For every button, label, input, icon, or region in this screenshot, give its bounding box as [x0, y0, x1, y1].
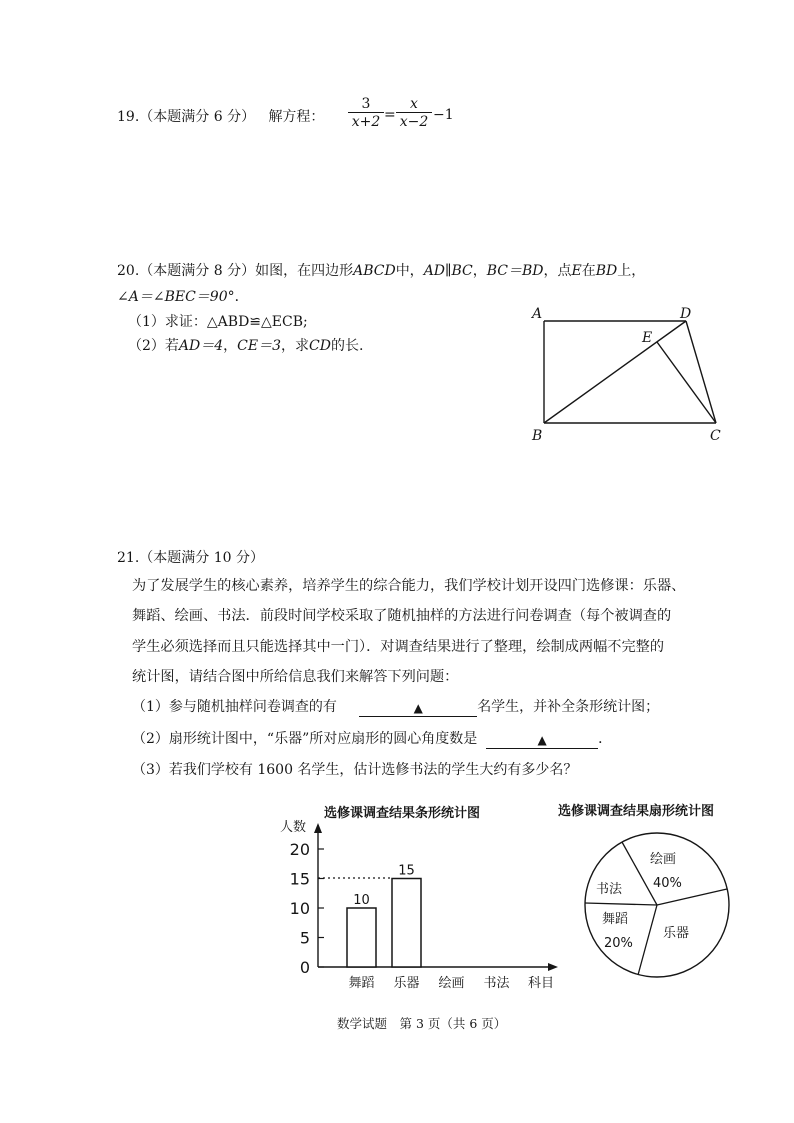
- q21-item2-text: ．: [598, 731, 613, 747]
- pie-slice-label-calligraphy: 书法: [596, 882, 623, 897]
- bar-category-label: 书法: [483, 976, 510, 991]
- y-axis-arrow-icon: [314, 823, 322, 833]
- q20-angle: ∠A＝∠BEC＝90°: [117, 289, 235, 305]
- pie-boundary-left: [585, 903, 657, 905]
- bar-chart-ytick-label: 20: [289, 840, 310, 859]
- q21-item2-text: （2）扇形统计图中，“乐器”所对应扇形的圆心角度数是: [132, 731, 478, 747]
- q21-score: （本题满分 10 分）: [139, 550, 264, 566]
- q20-abcd: ABCD: [353, 263, 396, 279]
- label-c: C: [710, 428, 721, 444]
- q20-part2-ad: AD＝4: [178, 338, 224, 354]
- q20-stem-text: ，点: [543, 263, 572, 279]
- q21-item1: [132, 697, 659, 717]
- q19-score: （本题满分 6 分）: [139, 109, 256, 125]
- q19-rhs-fraction: [396, 96, 432, 131]
- triangle-icon: ▲: [413, 701, 423, 715]
- q20-number: 20.: [117, 263, 140, 279]
- bar-category-label: 舞蹈: [348, 976, 375, 991]
- q20-part2-ce: CE＝3: [237, 338, 282, 354]
- pie-slice-label-painting: 绘画: [650, 852, 677, 867]
- bar-chart-ytick-label: 10: [289, 899, 310, 918]
- q20-part2-text: ，: [223, 338, 238, 354]
- pie-slice-percent-painting: 40%: [653, 876, 682, 891]
- q21-item1-text: （1）参与随机抽样问卷调查的有: [132, 699, 337, 715]
- label-d: D: [680, 306, 692, 322]
- segment-ec: [657, 342, 716, 423]
- q20-angle-condition: [117, 287, 249, 307]
- bar-1: [392, 879, 421, 968]
- q19-lhs-numerator: 3: [361, 96, 371, 112]
- bar-chart-ylabel: 人数: [280, 820, 307, 835]
- bar-chart-xlabel: 科目: [528, 976, 555, 991]
- label-b: B: [532, 428, 543, 444]
- q19-rhs-denominator: x−2: [396, 112, 432, 131]
- q20-part2: [128, 336, 363, 356]
- q21-item2-answer-blank[interactable]: [486, 730, 598, 749]
- q21-item3: （3）若我们学校有 1600 名学生，估计选修书法的学生大约有多少名？: [132, 762, 578, 778]
- triangle-icon: ▲: [537, 733, 547, 747]
- pie-slice-label-dance: 舞蹈: [602, 912, 629, 927]
- label-a: A: [532, 306, 543, 322]
- q19-prompt: 解方程：: [268, 109, 325, 125]
- q21-para-line-4: 统计图，请结合图中所给信息我们来解答下列问题：: [132, 669, 459, 685]
- bar-value-label: 15: [398, 863, 415, 879]
- q21-item2: [132, 729, 612, 749]
- q20-stem-text: 如图，在四边形: [255, 263, 354, 279]
- bar-chart-ytick-label: 5: [299, 928, 310, 948]
- q20-bd: BD: [595, 263, 618, 279]
- q19-rhs-numerator: x: [410, 96, 418, 112]
- q19-equals: =: [384, 107, 396, 123]
- q20-part2-text: 的长.: [330, 338, 364, 354]
- q20-stem-text: ，: [472, 263, 487, 279]
- q21-para-line-3: 学生必须选择而且只能选择其中一门）．对调查结果进行了整理，绘制成两幅不完整的: [132, 639, 665, 655]
- q21-header: [117, 548, 264, 568]
- q21-item1-answer-blank[interactable]: [359, 698, 477, 717]
- q19-lhs-fraction: [348, 96, 384, 131]
- q21-para-line-1: 为了发展学生的核心素养，培养学生的综合能力，我们学校计划开设四门选修课：乐器、: [132, 578, 686, 594]
- q19-lhs-denominator: x+2: [348, 112, 384, 131]
- bar-chart-ytick-label: 0: [299, 958, 310, 977]
- q20-geometry-figure: [520, 298, 740, 448]
- q20-stem-text: 中，: [395, 263, 424, 279]
- q19-number: 19.: [117, 109, 140, 125]
- bar-value-label: 10: [353, 893, 370, 908]
- bar-chart: [270, 795, 570, 995]
- pie-chart-title: 选修课调查结果扇形统计图: [558, 804, 715, 819]
- q20-stem: [117, 261, 645, 281]
- q19-stem: [117, 107, 324, 127]
- pie-slice-percent-dance: 20%: [604, 936, 633, 951]
- pie-boundary-right: [657, 889, 727, 905]
- q21-para-line-2: 舞蹈、绘画、书法．前段时间学校采取了随机抽样的方法进行问卷调查（每个被调查的: [132, 608, 672, 624]
- page-footer: 数学试题 第 3 页（共 6 页）: [337, 1016, 507, 1031]
- q20-bc-eq: BC＝BD: [486, 263, 544, 279]
- bar-category-label: 绘画: [438, 976, 465, 991]
- q20-part2-cd: CD: [309, 338, 331, 354]
- bar-0: [347, 908, 376, 967]
- segment-bd: [544, 321, 686, 423]
- pie-slice-label-instrument: 乐器: [663, 926, 690, 941]
- q20-part2-text: （2）若: [128, 338, 179, 354]
- q21-item1-text: 名学生，并补全条形统计图；: [477, 699, 660, 715]
- bar-chart-title: 选修课调查结果条形统计图: [324, 806, 481, 821]
- q21-number: 21.: [117, 550, 140, 566]
- q20-stem-text: 上，: [617, 263, 646, 279]
- q20-score: （本题满分 8 分）: [139, 263, 256, 279]
- q20-angle-end: ．: [234, 289, 249, 305]
- q20-point-e: E: [571, 263, 582, 279]
- q20-ad-parallel: AD∥BC: [423, 263, 473, 279]
- label-e: E: [642, 330, 653, 346]
- pie-chart: [550, 795, 770, 995]
- bar-category-label: 乐器: [393, 976, 420, 991]
- q20-stem-text: 在: [581, 263, 596, 279]
- q20-part1: （1）求证：△ABD≌△ECB;: [128, 314, 308, 330]
- pie-boundary-bottom: [638, 905, 657, 975]
- segment-dc: [686, 321, 716, 423]
- bar-chart-ytick-label: 15: [289, 869, 310, 889]
- q19-minus-one: −1: [433, 107, 454, 123]
- q20-part2-text: ，求: [281, 338, 310, 354]
